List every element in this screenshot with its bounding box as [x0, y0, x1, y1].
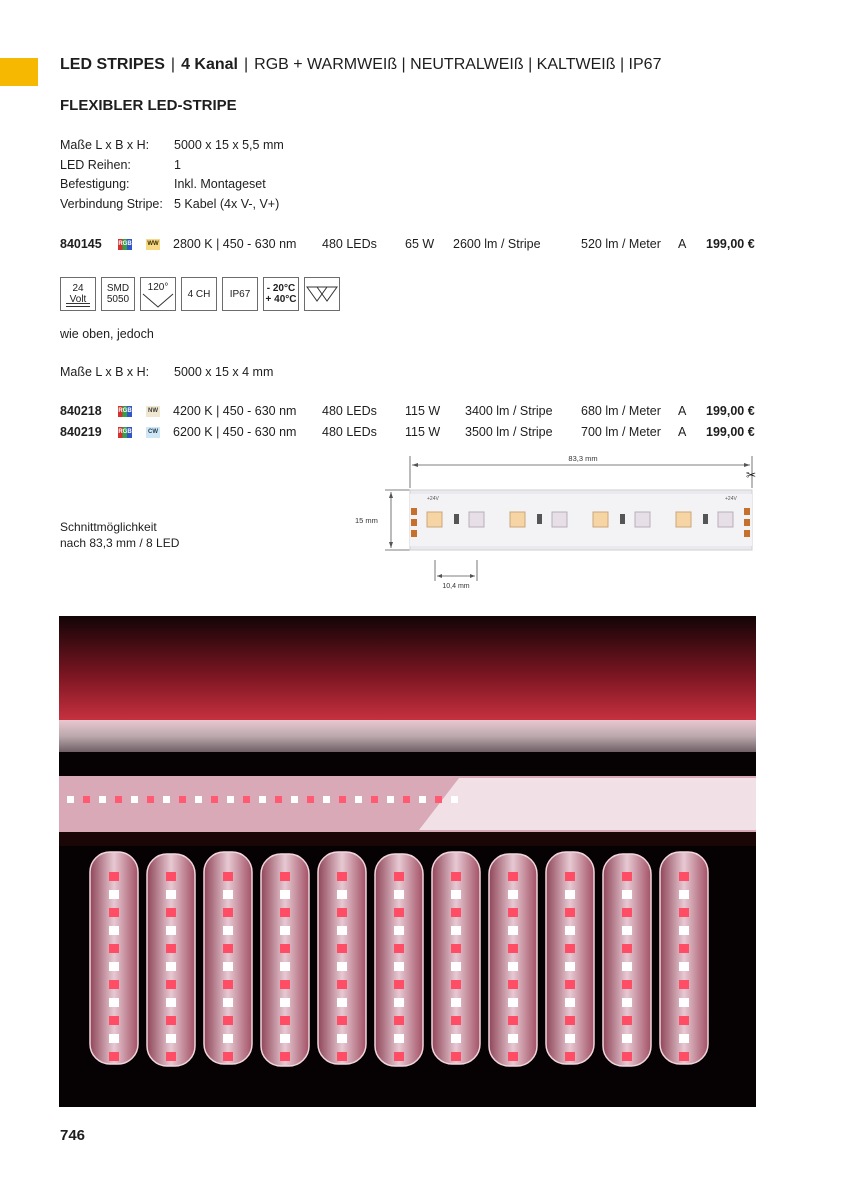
color-temp: 4200 K | 450 - 630 nm — [173, 404, 297, 418]
stripe-led — [109, 944, 119, 953]
stripe-led — [131, 796, 138, 803]
energy-class: A — [678, 237, 687, 251]
stripe-coil-loop — [90, 852, 138, 1064]
stripe-led — [394, 980, 404, 989]
resistor — [703, 514, 708, 524]
stripe-led — [337, 944, 347, 953]
stripe-led — [166, 926, 176, 935]
white-tone-badge-icon: WW — [146, 234, 160, 254]
stripe-led — [508, 962, 518, 971]
stripe-led — [622, 962, 632, 971]
spec-label: Maße L x B x H: — [60, 365, 150, 379]
article-number: 840218 — [60, 404, 102, 418]
stripe-led — [109, 998, 119, 1007]
stripe-led — [280, 872, 290, 881]
stripe-coil-loop — [660, 852, 708, 1064]
stripe-led — [280, 890, 290, 899]
stripe-led — [565, 1034, 575, 1043]
product-subtitle: FLEXIBLER LED-STRIPE — [60, 97, 237, 114]
header-channels: 4 Kanal — [181, 56, 238, 73]
stripe-led — [109, 926, 119, 935]
smd-icon: SMD 5050 — [101, 277, 135, 311]
stripe-led — [451, 998, 461, 1007]
stripe-coil-loop — [432, 852, 480, 1064]
stripe-led — [508, 1052, 518, 1061]
stripe-led — [679, 872, 689, 881]
stripe-led — [223, 872, 233, 881]
wattage: 65 W — [405, 237, 435, 251]
stripe-led — [565, 980, 575, 989]
warm-led — [510, 512, 525, 527]
stripe-led — [166, 890, 176, 899]
stripe-led — [565, 926, 575, 935]
lumen-meter: 520 lm / Meter — [581, 237, 661, 251]
spec-label: LED Reihen: — [60, 157, 131, 172]
stripe-led — [679, 962, 689, 971]
stripe-led — [337, 890, 347, 899]
energy-class: A — [678, 404, 687, 418]
stripe-led — [451, 796, 458, 803]
stripe-led — [355, 796, 362, 803]
product-row — [0, 234, 850, 254]
voltage-icon: 24 Volt — [60, 277, 96, 311]
stripe-led — [223, 926, 233, 935]
stripe-led — [337, 962, 347, 971]
page-header: LED STRIPES | 4 Kanal | RGB + WARMWEIß | NEUTRALWEIß | KALTWEIß | IP67 — [60, 56, 662, 73]
stripe-led — [622, 926, 632, 935]
spec-row — [60, 195, 284, 215]
price: 199,00 € — [706, 425, 755, 439]
stripe-led — [337, 872, 347, 881]
stripe-led — [451, 962, 461, 971]
stripe-led — [337, 926, 347, 935]
stripe-led — [195, 796, 202, 803]
stripe-led — [565, 962, 575, 971]
stripe-led — [451, 944, 461, 953]
stripe-led — [109, 980, 119, 989]
lumen-stripe: 3400 lm / Stripe — [465, 404, 553, 418]
spec-value: 5000 x 15 x 4 mm — [174, 365, 274, 379]
stripe-led — [291, 796, 298, 803]
led-count: 480 LEDs — [322, 404, 377, 418]
stripe-led — [508, 1034, 518, 1043]
stripe-led — [451, 1016, 461, 1025]
rgb-led — [552, 512, 567, 527]
stripe-led — [508, 944, 518, 953]
pitch-dimension: 10,4 mm — [442, 583, 470, 590]
stripe-led — [280, 926, 290, 935]
stripe-led — [508, 872, 518, 881]
scissors-icon: ✂ — [746, 468, 757, 482]
variant-dimensions — [60, 365, 273, 379]
spec-row — [60, 136, 284, 156]
stripe-led — [337, 998, 347, 1007]
energy-class: A — [678, 425, 687, 439]
led-stripe-photo — [59, 616, 756, 1107]
resistor — [537, 514, 542, 524]
beam-angle-icon: 120° — [140, 277, 176, 311]
stripe-led — [394, 1052, 404, 1061]
solder-pad — [744, 530, 750, 537]
stripe-led — [166, 944, 176, 953]
stripe-led — [565, 1052, 575, 1061]
stripe-coil-loop — [147, 854, 195, 1066]
stripe-led — [243, 796, 250, 803]
lumen-meter: 680 lm / Meter — [581, 404, 661, 418]
spec-list — [60, 136, 284, 214]
stripe-coil-loop — [204, 852, 252, 1064]
stripe-led — [622, 944, 632, 953]
stripe-led — [323, 796, 330, 803]
stripe-led — [109, 1034, 119, 1043]
stripe-led — [394, 944, 404, 953]
stripe-led — [622, 998, 632, 1007]
cut-info-line: Schnittmöglichkeit — [60, 520, 157, 534]
lumen-stripe: 2600 lm / Stripe — [453, 237, 541, 251]
channels-icon: 4 CH — [181, 277, 217, 311]
stripe-led — [565, 1016, 575, 1025]
wattage: 115 W — [405, 404, 441, 418]
stripe-led — [679, 944, 689, 953]
stripe-led — [166, 1016, 176, 1025]
warm-led — [676, 512, 691, 527]
stripe-led — [394, 908, 404, 917]
resistor — [620, 514, 625, 524]
stripe-led — [99, 796, 106, 803]
stripe-led — [223, 890, 233, 899]
stripe-led — [163, 796, 170, 803]
stripe-led — [109, 872, 119, 881]
stripe-led — [223, 908, 233, 917]
stripe-led — [337, 908, 347, 917]
header-category: LED STRIPES — [60, 56, 165, 73]
stripe-led — [223, 944, 233, 953]
stripe-led — [109, 890, 119, 899]
stripe-led — [280, 962, 290, 971]
stripe-led — [679, 1016, 689, 1025]
variant-note: wie oben, jedoch — [60, 327, 154, 341]
stripe-led — [508, 890, 518, 899]
spec-row — [60, 175, 284, 195]
solder-pad — [744, 508, 750, 515]
stripe-led — [403, 796, 410, 803]
lumen-stripe: 3500 lm / Stripe — [465, 425, 553, 439]
resistor — [454, 514, 459, 524]
stripe-led — [508, 998, 518, 1007]
product-photo — [59, 616, 756, 1107]
wattage: 115 W — [405, 425, 441, 439]
stripe-coil-loop — [489, 854, 537, 1066]
spec-value: 5 Kabel (4x V-, V+) — [174, 196, 280, 211]
length-dimension: 83,3 mm — [568, 454, 598, 463]
rgb-badge-icon: RGB — [118, 234, 132, 254]
stripe-led — [679, 1052, 689, 1061]
rgb-led — [469, 512, 484, 527]
stripe-coil-loop — [318, 852, 366, 1064]
stripe-led — [679, 908, 689, 917]
stripe-led — [508, 1016, 518, 1025]
stripe-led — [166, 908, 176, 917]
stripe-led — [451, 980, 461, 989]
stripe-led — [622, 1034, 632, 1043]
warm-led — [427, 512, 442, 527]
stripe-led — [280, 908, 290, 917]
stripe-led — [211, 796, 218, 803]
stripe-led — [280, 1052, 290, 1061]
color-temp: 6200 K | 450 - 630 nm — [173, 425, 297, 439]
lumen-meter: 700 lm / Meter — [581, 425, 661, 439]
stripe-led — [166, 962, 176, 971]
article-number: 840219 — [60, 425, 102, 439]
stripe-led — [166, 980, 176, 989]
stripe-led — [679, 1034, 689, 1043]
price: 199,00 € — [706, 404, 755, 418]
stripe-led — [622, 908, 632, 917]
led-count: 480 LEDs — [322, 425, 377, 439]
stripe-led — [394, 872, 404, 881]
stripe-led — [451, 890, 461, 899]
stripe-coil-loop — [261, 854, 309, 1066]
stripe-led — [166, 1052, 176, 1061]
stripe-led — [337, 1016, 347, 1025]
stripe-led — [227, 796, 234, 803]
product-row — [0, 401, 850, 421]
rgb-led — [718, 512, 733, 527]
stripe-led — [435, 796, 442, 803]
stripe-led — [565, 998, 575, 1007]
spec-row — [60, 156, 284, 176]
rgb-badge-icon: RGB — [118, 401, 132, 421]
stripe-led — [451, 872, 461, 881]
stripe-led — [508, 980, 518, 989]
stripe-led — [109, 1016, 119, 1025]
stripe-led — [508, 908, 518, 917]
header-variants: RGB + WARMWEIß | NEUTRALWEIß | KALTWEIß | IP67 — [254, 56, 662, 73]
color-temp: 2800 K | 450 - 630 nm — [173, 237, 297, 251]
stripe-coil-loop — [375, 854, 423, 1066]
stripe-led — [394, 1034, 404, 1043]
stripe-coil-loop — [603, 854, 651, 1066]
stripe-led — [280, 998, 290, 1007]
stripe-coil-loop — [546, 852, 594, 1064]
white-tone-badge-icon: NW — [146, 401, 160, 421]
stripe-led — [622, 1016, 632, 1025]
stripe-led — [679, 890, 689, 899]
stripe-led — [280, 944, 290, 953]
stripe-led — [419, 796, 426, 803]
ip-rating-icon: IP67 — [222, 277, 258, 311]
stripe-led — [223, 980, 233, 989]
product-row — [0, 422, 850, 442]
stripe-led — [337, 980, 347, 989]
stripe-led — [565, 908, 575, 917]
voltage-marker: +24V — [427, 496, 439, 502]
article-number: 840145 — [60, 237, 102, 251]
beam-triangles-icon — [304, 277, 340, 311]
led-count: 480 LEDs — [322, 237, 377, 251]
stripe-led — [565, 944, 575, 953]
aluminium-profile — [59, 720, 756, 752]
stripe-led — [622, 1052, 632, 1061]
height-dimension: 15 mm — [355, 516, 378, 525]
stripe-led — [280, 1034, 290, 1043]
stripe-led — [223, 1052, 233, 1061]
cut-info — [60, 519, 179, 551]
stripe-led — [83, 796, 90, 803]
stripe-led — [166, 1034, 176, 1043]
stripe-led — [394, 998, 404, 1007]
spec-label: Maße L x B x H: — [60, 138, 150, 152]
stripe-led — [147, 796, 154, 803]
stripe-led — [223, 998, 233, 1007]
stripe-led — [451, 1052, 461, 1061]
stripe-led — [394, 962, 404, 971]
stripe-led — [223, 1034, 233, 1043]
page-number: 746 — [60, 1127, 86, 1144]
stripe-led — [223, 962, 233, 971]
rgb-badge-icon: RGB — [118, 422, 132, 442]
solder-pad — [411, 530, 417, 537]
stripe-led — [622, 980, 632, 989]
stripe-led — [622, 890, 632, 899]
stripe-led — [109, 1052, 119, 1061]
stripe-led — [280, 980, 290, 989]
stripe-led — [259, 796, 266, 803]
stripe-led — [223, 1016, 233, 1025]
stripe-led — [451, 908, 461, 917]
stripe-led — [394, 926, 404, 935]
stripe-led — [179, 796, 186, 803]
feature-icons — [60, 277, 340, 313]
voltage-marker: +24V — [725, 496, 737, 502]
stripe-led — [67, 796, 74, 803]
price: 199,00 € — [706, 237, 755, 251]
spec-value: Inkl. Montageset — [174, 177, 266, 191]
solder-pad — [411, 508, 417, 515]
cut-info-line: nach 83,3 mm / 8 LED — [60, 536, 180, 550]
stripe-led — [166, 998, 176, 1007]
stripe-led — [622, 872, 632, 881]
stripe-led — [451, 926, 461, 935]
spec-value: 5000 x 15 x 5,5 mm — [174, 138, 284, 152]
white-tone-badge-icon: CW — [146, 422, 160, 442]
stripe-led — [109, 962, 119, 971]
stripe-led — [166, 872, 176, 881]
stripe-led — [337, 1052, 347, 1061]
temperature-range-icon: - 20°C + 40°C — [263, 277, 299, 311]
stripe-led — [337, 1034, 347, 1043]
stripe-led — [679, 980, 689, 989]
rgb-led — [635, 512, 650, 527]
stripe-led — [394, 1016, 404, 1025]
stripe-led — [451, 1034, 461, 1043]
stripe-led — [679, 926, 689, 935]
stripe-led — [339, 796, 346, 803]
stripe-pcb — [410, 494, 752, 546]
stripe-led — [115, 796, 122, 803]
stripe-led — [307, 796, 314, 803]
spec-label: Verbindung Stripe: — [60, 196, 163, 211]
stripe-led — [508, 926, 518, 935]
stripe-led — [109, 908, 119, 917]
chapter-tab-marker — [0, 58, 38, 86]
stripe-led — [387, 796, 394, 803]
stripe-led — [565, 872, 575, 881]
stripe-led — [679, 998, 689, 1007]
warm-led — [593, 512, 608, 527]
stripe-led — [371, 796, 378, 803]
stripe-led — [275, 796, 282, 803]
solder-pad — [744, 519, 750, 526]
spec-value: 1 — [174, 157, 181, 172]
solder-pad — [411, 519, 417, 526]
stripe-led — [565, 890, 575, 899]
stripe-dimension-drawing — [355, 450, 765, 595]
stripe-led — [394, 890, 404, 899]
stripe-led — [280, 1016, 290, 1025]
spec-label: Befestigung: — [60, 177, 130, 191]
